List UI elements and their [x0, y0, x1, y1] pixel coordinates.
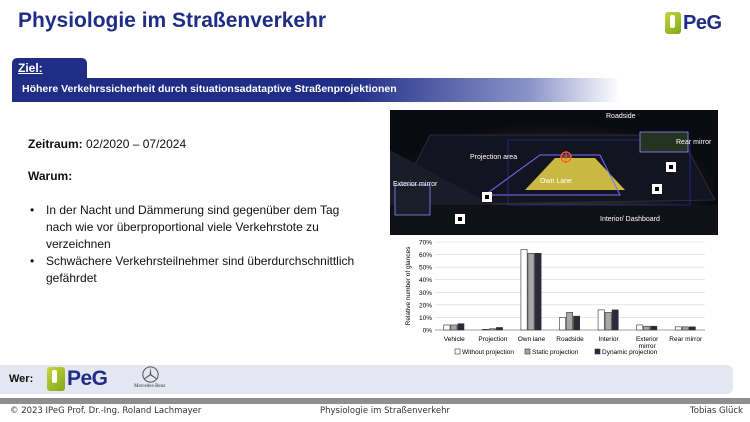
label-roadside: Roadside — [606, 113, 636, 120]
bar — [528, 253, 534, 330]
x-tick-label: Own lane — [517, 336, 546, 343]
ipeg-logo-icon — [665, 12, 681, 34]
footer-divider — [0, 398, 750, 404]
legend-label: Without projection — [462, 349, 515, 356]
who-label: Wer: — [9, 373, 34, 385]
legend-label: Dynamic projection — [602, 349, 658, 356]
footer-copyright: © 2023 IPeG Prof. Dr.-Ing. Roland Lachmayer — [10, 406, 202, 416]
bullet-dot: • — [30, 203, 35, 217]
bar — [567, 312, 573, 330]
night-driving-photo — [390, 110, 718, 235]
bar — [482, 329, 488, 330]
slide-title: Physiologie im Straßenverkehr — [18, 9, 327, 32]
x-tick-label: Projection — [478, 336, 508, 343]
photo-scene — [390, 110, 718, 235]
period-label: Zeitraum: — [28, 137, 83, 151]
goal-tab: Ziel: — [12, 58, 87, 78]
bullet-text: Schwächere Verkehrsteilnehmer sind überdurchschnittlich gefährdet — [46, 254, 355, 285]
y-tick-label: 40% — [418, 277, 432, 285]
bar — [637, 325, 643, 330]
bar — [521, 250, 527, 330]
mercedes-star-icon — [142, 366, 159, 383]
x-tick-label: Vehicle — [443, 336, 465, 343]
x-tick-label: Interior — [598, 336, 619, 343]
legend-swatch — [595, 349, 600, 354]
ipeg-logo-text: PeG — [683, 11, 722, 34]
label-interior-dashboard: Interior/ Dashboard — [600, 216, 660, 223]
x-tick-label: Roadside — [556, 336, 584, 343]
goal-text: Höhere Verkehrssicherheit durch situationsadataptive Straßenprojektionen — [22, 83, 397, 95]
legend-swatch — [525, 349, 530, 354]
label-projection-area: Projection area — [470, 154, 518, 161]
bar — [535, 253, 541, 330]
ipeg-logo-bottom — [47, 366, 121, 392]
y-tick-label: 20% — [418, 302, 432, 310]
bar — [605, 312, 611, 330]
y-tick-label: 30% — [418, 289, 432, 297]
ipeg-logo — [665, 11, 735, 35]
bar — [458, 324, 464, 330]
bar — [689, 327, 695, 330]
bar — [560, 317, 566, 330]
legend-swatch — [455, 349, 460, 354]
bar — [651, 326, 657, 330]
footer-title: Physiologie im Straßenverkehr — [320, 406, 451, 416]
bar — [644, 326, 650, 330]
label-own-lane: Own Lane — [540, 178, 572, 185]
legend-label: Static projection — [532, 349, 579, 356]
bar — [496, 327, 502, 330]
ipeg-logo-text: PeG — [67, 367, 108, 390]
bullet-item — [30, 202, 365, 253]
ipeg-logo-icon — [47, 367, 65, 391]
bullet-text: In der Nacht und Dämmerung sind gegenüber dem Tag nach wie vor überproportional viele Verkehrstote zu verzeichnen — [46, 203, 340, 251]
bullet-item — [30, 253, 365, 287]
y-tick-label: 0% — [422, 327, 432, 335]
label-exterior-mirror: Exterior mirror — [393, 181, 438, 188]
bar — [612, 310, 618, 330]
period-line — [28, 137, 186, 151]
bar — [444, 325, 450, 330]
footer-author: Tobias Glück — [690, 406, 743, 416]
bar — [574, 316, 580, 330]
mercedes-logo-text: Mercedes-Benz — [134, 384, 166, 389]
y-axis-label: Relative number of glances — [405, 246, 412, 326]
bullet-dot: • — [30, 254, 35, 268]
bar — [675, 327, 681, 330]
why-heading: Warum: — [28, 169, 73, 183]
y-tick-label: 50% — [418, 264, 432, 272]
x-tick-label: mirror — [638, 343, 656, 350]
bar — [598, 310, 604, 330]
glance-chart — [400, 238, 718, 366]
y-tick-label: 10% — [418, 314, 432, 322]
bar — [489, 329, 495, 330]
period-value: 02/2020 – 07/2024 — [82, 137, 187, 151]
bar — [682, 327, 688, 330]
y-tick-label: 70% — [418, 239, 432, 247]
x-tick-label: Rear mirror — [669, 336, 703, 343]
y-tick-label: 60% — [418, 252, 432, 260]
x-tick-label: Exterior — [635, 336, 659, 343]
label-rear-mirror: Rear mirror — [676, 139, 712, 146]
bar — [451, 325, 457, 330]
